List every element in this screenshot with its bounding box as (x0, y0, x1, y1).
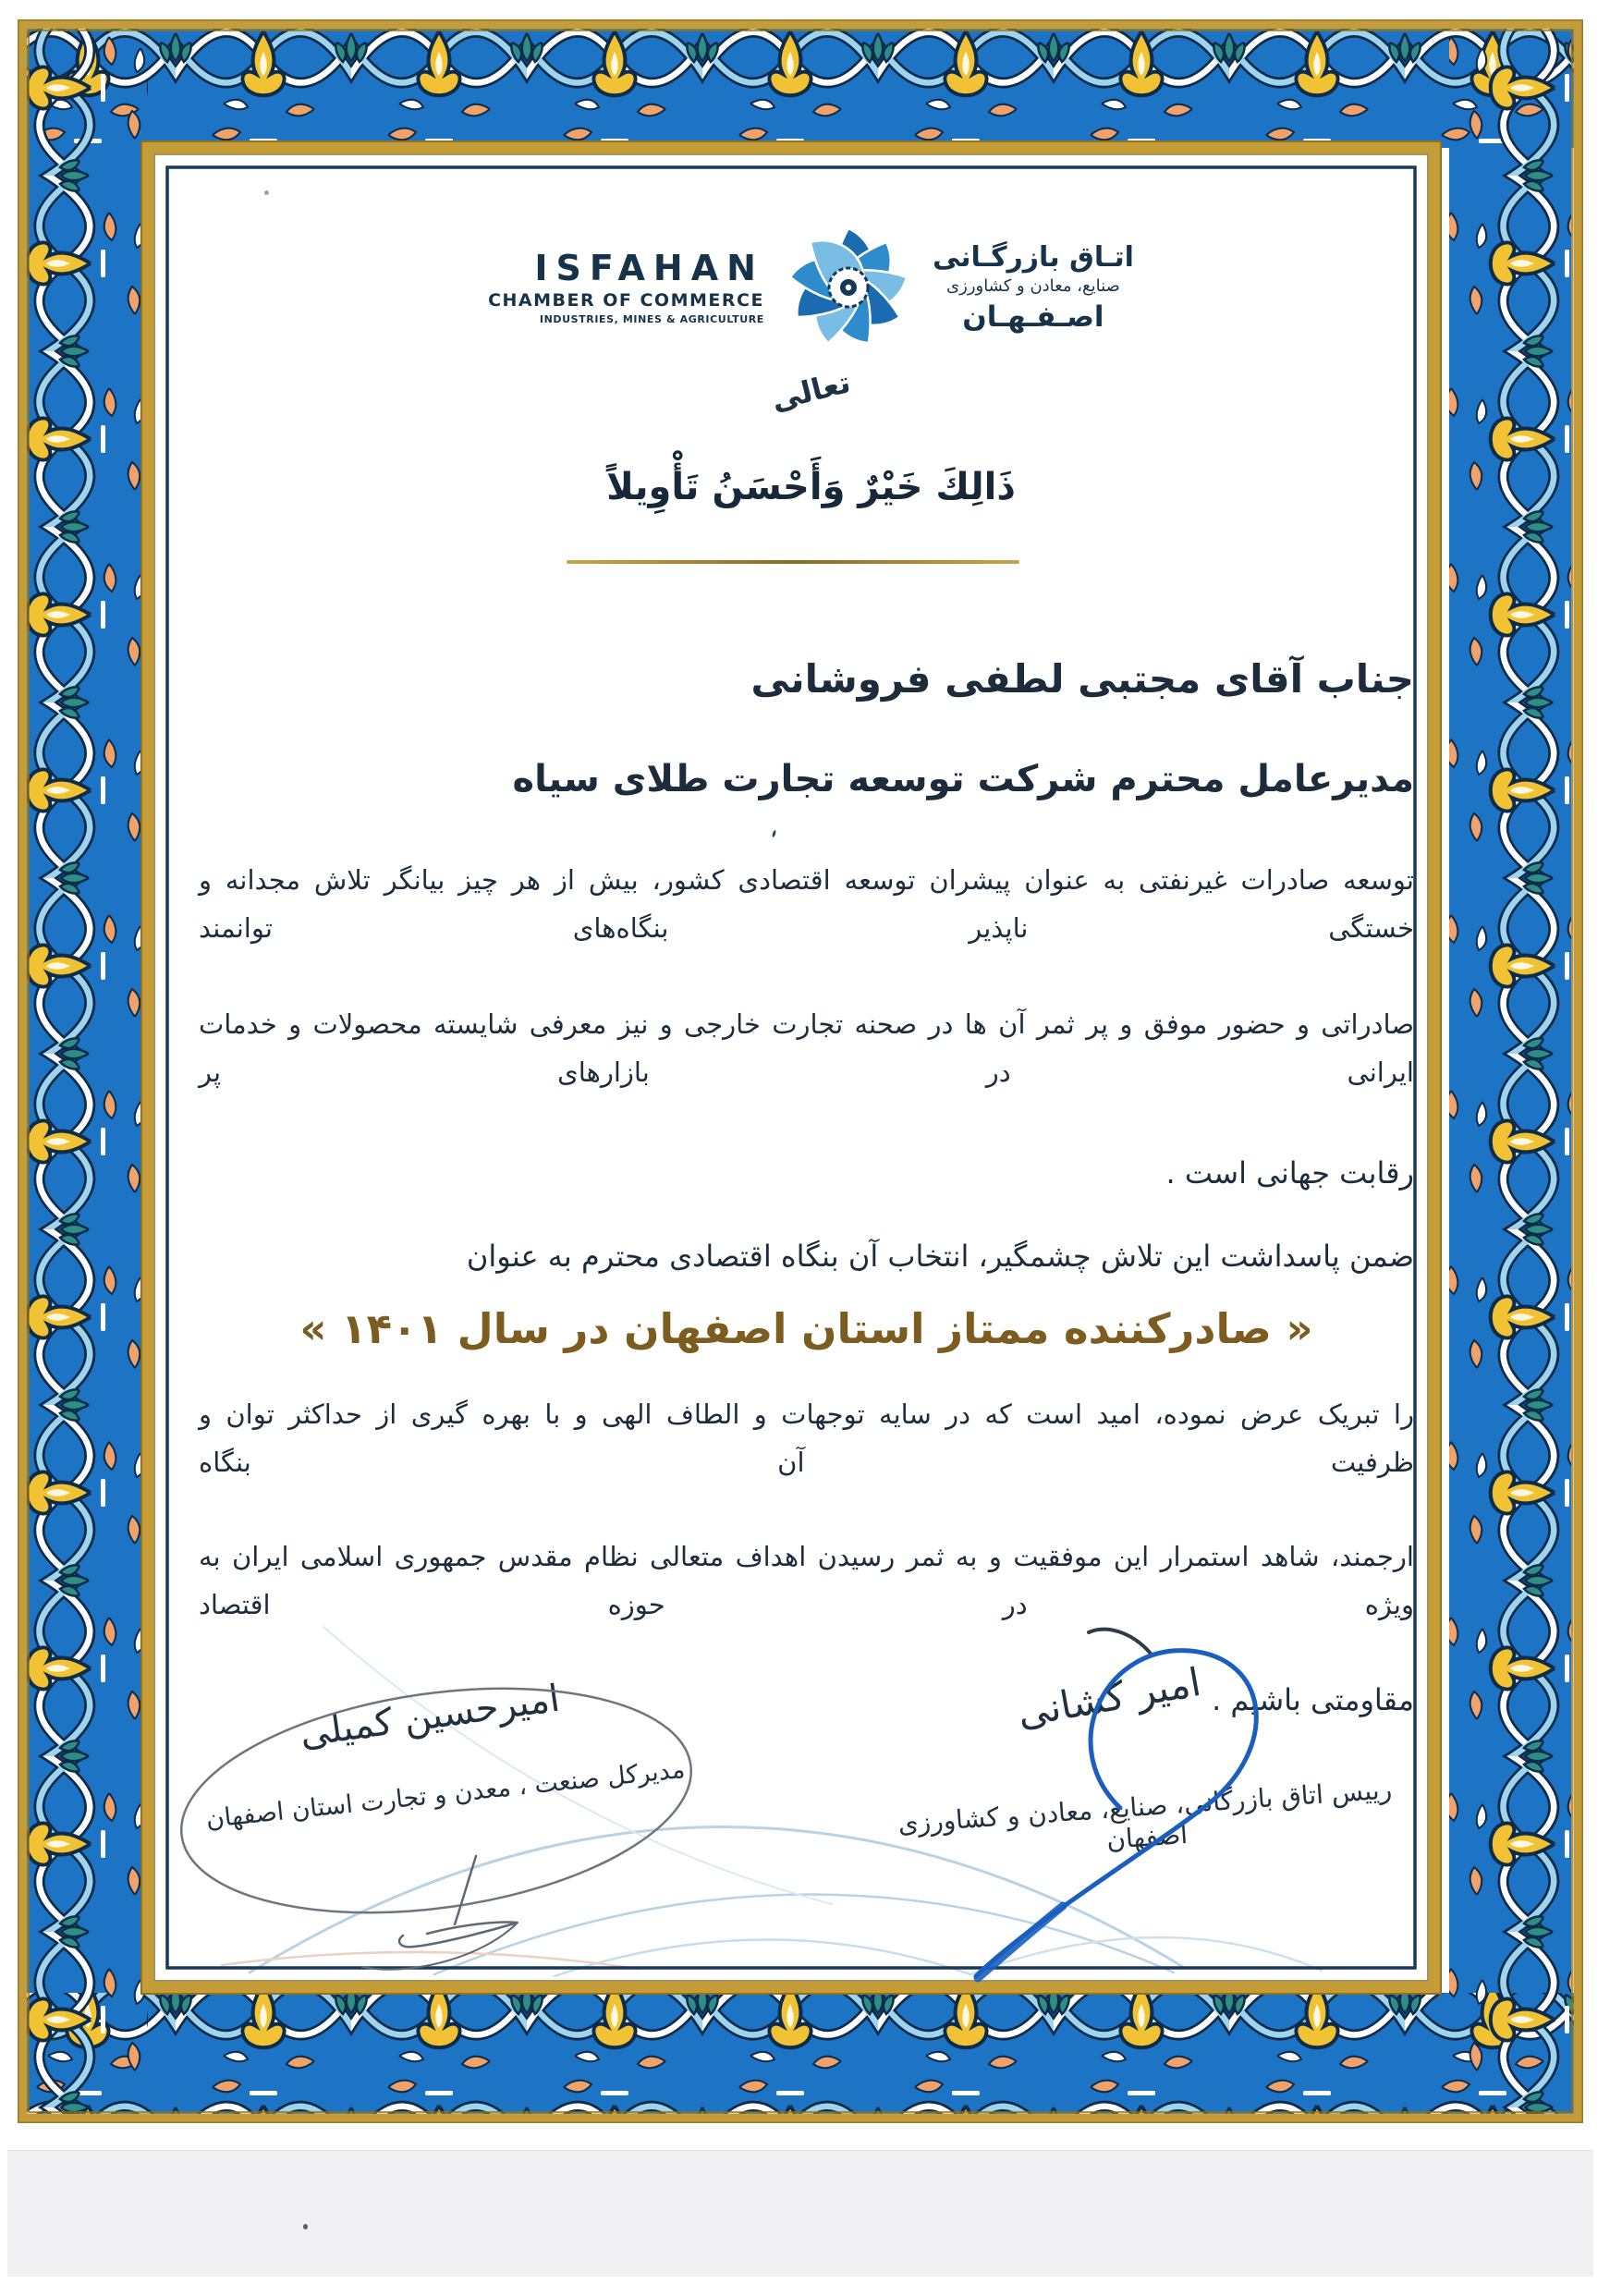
logo-en-name: ISFAHAN (534, 247, 764, 288)
logo-fa-line1: اتـاق بازرگـانی (932, 240, 1134, 274)
logo-fa-line3: اصـفـهـان (962, 299, 1104, 334)
recipient-title: مدیرعامل محترم شرکت توسعه تجارت طلای سیاه (512, 758, 1414, 800)
logo-fa-line2: صنایع، معادن و کشاورزی (946, 276, 1120, 297)
signature-right-title: رییس اتاق بازرگانی، صنایع، معادن و کشاورزی اصفهان (896, 1774, 1394, 1855)
signature-right-name: امیر کشانی (1014, 1658, 1204, 1737)
signature-left-title: مدیرکل صنعت ، معدن و تجارت استان اصفهان (204, 1754, 687, 1835)
recipient-name: جناب آقای مجتبی لطفی فروشانی (750, 656, 1414, 702)
invocation-calligraphy: تعالی (767, 364, 855, 418)
logo-en-sub: CHAMBER OF COMMERCE (488, 289, 764, 311)
body-line-8: ارجمند، شاهد استمرار این موفقیت و به ثمر رسیدن اهداف متعالی نظام مقدس جمهوری اسلامی ایران به ویژه در حوزه اقتصاد (199, 1541, 1414, 1620)
signature-left-name: امیرحسین کمیلی (297, 1677, 563, 1756)
body-line-7: را تبریک عرض نموده، امید است که در سایه توجهات و الطاف الهی و با بهره گیری از حداکثر توان و ظرفیت آن بنگاه (199, 1398, 1414, 1478)
quran-verse: ذَالِكَ خَيْرٌ وَأَحْسَنُ تَأْوِيلاً (606, 466, 1016, 508)
body-line-4: صادراتی و حضور موفق و پر ثمر آن ها در صحنه تجارت خارجی و نیز معرفی شایسته محصولات و خدمات ایرانی در بازارهای پر (199, 1008, 1414, 1088)
body-line-3: توسعه صادرات غیرنفتی به عنوان پیشران توسعه اقتصادی کشور، بیش از هر چیز بیانگر تلاش مجدانه و خستگی ناپذیر بنگاه‌های توانمند (199, 864, 1414, 944)
body-line-9: مقاومتی باشیم . (1212, 1682, 1414, 1717)
logo-en-sub2: INDUSTRIES, MINES & AGRICULTURE (539, 313, 764, 326)
body-line-5: رقابت جهانی است . (1165, 1155, 1414, 1191)
award-title: « صادرکننده ممتاز استان اصفهان در سال ۱۴۰۱ » (299, 1304, 1313, 1353)
body-line-6: ضمن پاسداشت این تلاش چشمگیر، انتخاب آن بنگاه اقتصادی محترم به عنوان (466, 1239, 1414, 1274)
